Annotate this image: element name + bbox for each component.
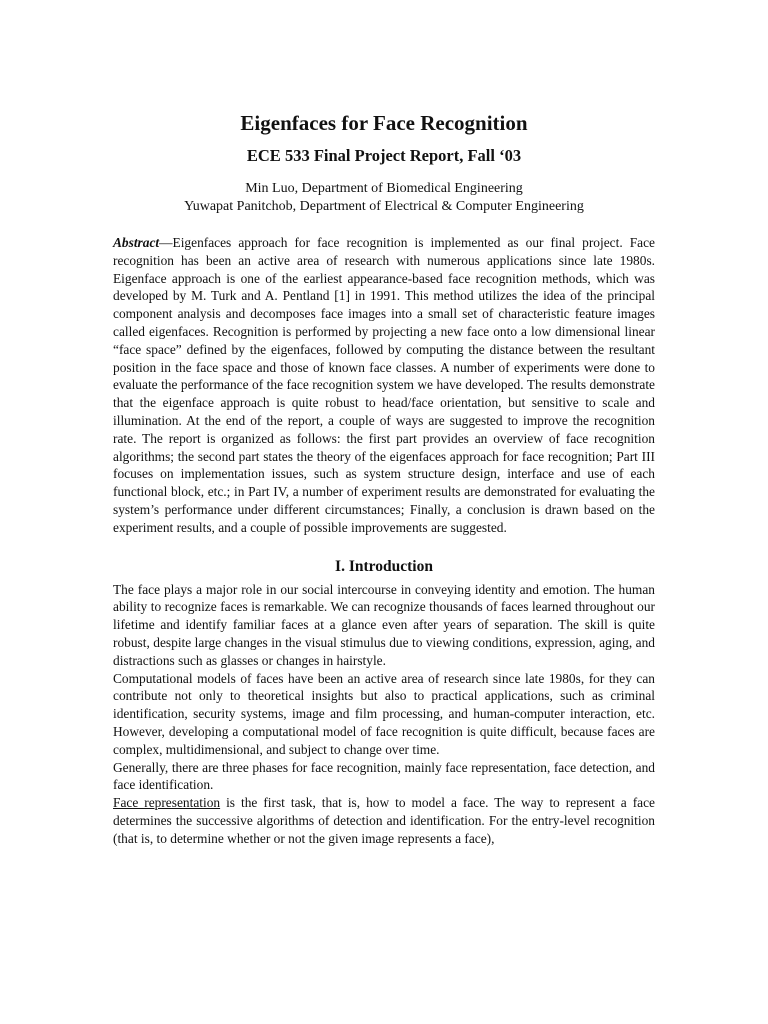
intro-paragraph: The face plays a major role in our social intercourse in conveying identity and emotion. The human ability to recognize faces is remarkable. We can recognize thousands of faces learned throughout our lifetime and identify familiar faces at a glance even after years of separation. The skill is quite robust, despite large changes in the visual stimulus due to viewing conditions, expression, aging, and distractions such as glasses or changes in hairstyle.	[113, 581, 655, 668]
author-list	[113, 180, 655, 216]
section-heading-introduction: I. Introduction	[335, 557, 433, 575]
paragraph-text: is the first task, that is, how to model a face. The way to represent a face determines the successive algorithms of detection and identification. For the entry-level recognition (that is, to determine whether or not the given image represents a face),	[113, 795, 655, 846]
author-line: Yuwapat Panitchob, Department of Electrical & Computer Engineering	[184, 199, 584, 214]
intro-paragraph: Computational models of faces have been an active area of research since late 1980s, for they can contribute not only to theoretical insights but also to practical applications, such as criminal identification, security systems, image and film processing, and human-computer interaction, etc. However, developing a computational model of face recognition is quite difficult, because faces are complex, multidimensional, and subject to change over time.	[113, 670, 655, 757]
abstract-label: Abstract	[113, 235, 160, 250]
abstract-block	[113, 234, 655, 537]
paper-title: Eigenfaces for Face Recognition	[240, 111, 528, 135]
intro-paragraph	[113, 794, 655, 847]
intro-paragraph: Generally, there are three phases for face recognition, mainly face representation, face detection, and face identification.	[113, 759, 655, 793]
page-content	[113, 108, 655, 848]
abstract-dash: —	[159, 235, 173, 250]
abstract-text: Eigenfaces approach for face recognition is implemented as our final project. Face recognition has been an active area of research with numerous applications since late 1980s. Eigenface approach is one of the earliest appearance-based face recognition methods, which was developed by M. Turk and A. Pentland [1] in 1991. This method utilizes the idea of the principal component analysis and decomposes face images into a small set of characteristic feature images called eigenfaces. Recognition is performed by projecting a new face onto a low dimensional linear “face space” defined by the eigenfaces, followed by computing the distance between the resultant position in the face space and those of known face classes. A number of experiments were done to evaluate the performance of the face recognition system we have developed. The results demonstrate that the eigenface approach is quite robust to head/face orientation, but sensitive to scale and illumination. At the end of the report, a couple of ways are suggested to improve the recognition rate. The report is organized as follows: the first part provides an overview of face recognition algorithms; the second part states the theory of the eigenfaces approach for face recognition; Part III focuses on implementation issues, such as system structure design, interface and use of each functional block, etc.; in Part IV, a number of experiment results are demonstrated for evaluating the system’s performance under different circumstances; Finally, a conclusion is drawn based on the experiment results, and a couple of possible improvements are suggested.	[113, 235, 655, 535]
paper-subtitle: ECE 533 Final Project Report, Fall ‘03	[246, 146, 522, 165]
author-line: Min Luo, Department of Biomedical Engineering	[245, 181, 523, 196]
underlined-term: Face representation	[113, 795, 221, 811]
